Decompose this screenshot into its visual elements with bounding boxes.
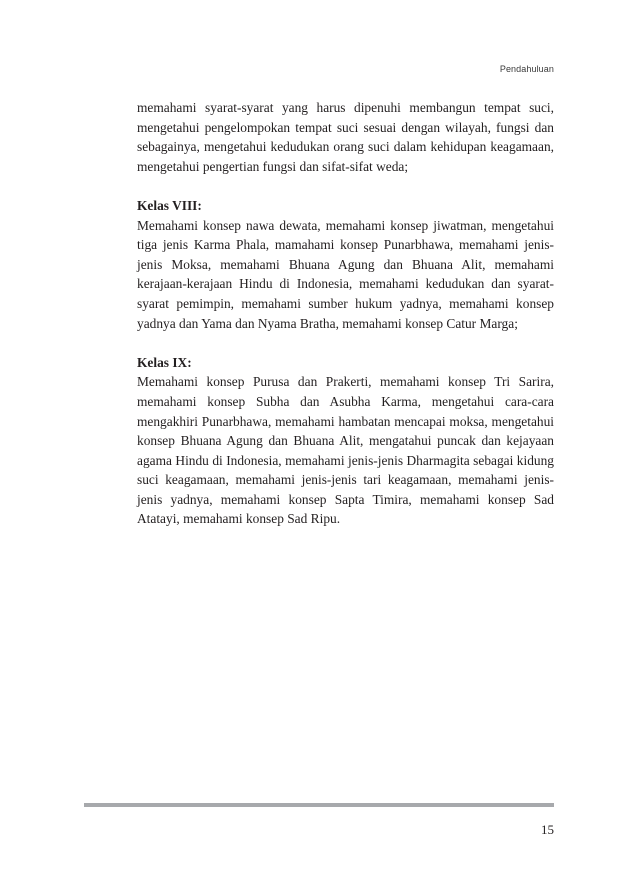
section-kelas-viii xyxy=(137,196,554,333)
section-heading-kelas-ix: Kelas IX: xyxy=(137,354,192,370)
intro-paragraph: memahami syarat-syarat yang harus dipenuhi membangun tempat suci, mengetahui pengelompokan tempat suci sesuai dengan wilayah, fungsi dan sebagainya, mengetahui kedudukan orang suci dalam kehidupan keagamaan, mengetahui pengertian fungsi dan sifat-sifat weda; xyxy=(137,100,554,174)
section-text-kelas-viii: Memahami konsep nawa dewata, memahami konsep jiwatman, mengetahui tiga jenis Karma Phala, mamahami konsep Punarbhawa, memahami jenis-jenis Moksa, memahami Bhuana Agung dan Bhuana Alit, memahami kerajaan-kerajaan Hindu di Indonesia, memahami kedudukan dan syarat-syarat pemimpin, memahami sumber hukum yadnya, memahami konsep yadnya dan Yama dan Nyama Bratha, memahami konsep Catur Marga; xyxy=(137,217,554,331)
page-number: 15 xyxy=(541,822,554,837)
footer-divider xyxy=(84,803,554,807)
page-content xyxy=(137,98,554,529)
section-heading-kelas-viii: Kelas VIII: xyxy=(137,197,202,213)
running-header: Pendahuluan xyxy=(499,64,554,74)
section-text-kelas-ix: Memahami konsep Purusa dan Prakerti, memahami konsep Tri Sarira, memahami konsep Subha dan Asubha Karma, mengetahui cara-cara mengakhiri Punarbhawa, memahami hambatan mencapai moksa, mengetahui konsep Bhuana Agung dan Bhuana Alit, mengatahui puncak dan kejayaan agama Hindu di Indonesia, memahami jenis-jenis Dharmagita sebagai kidung suci keagamaan, memahami jenis-jenis tari keagamaan, memahami jenis-jenis yadnya, memahami konsep Sapta Timira, memahami konsep Sad Atatayi, memahami konsep Sad Ripu. xyxy=(137,374,554,527)
section-kelas-ix xyxy=(137,353,554,529)
